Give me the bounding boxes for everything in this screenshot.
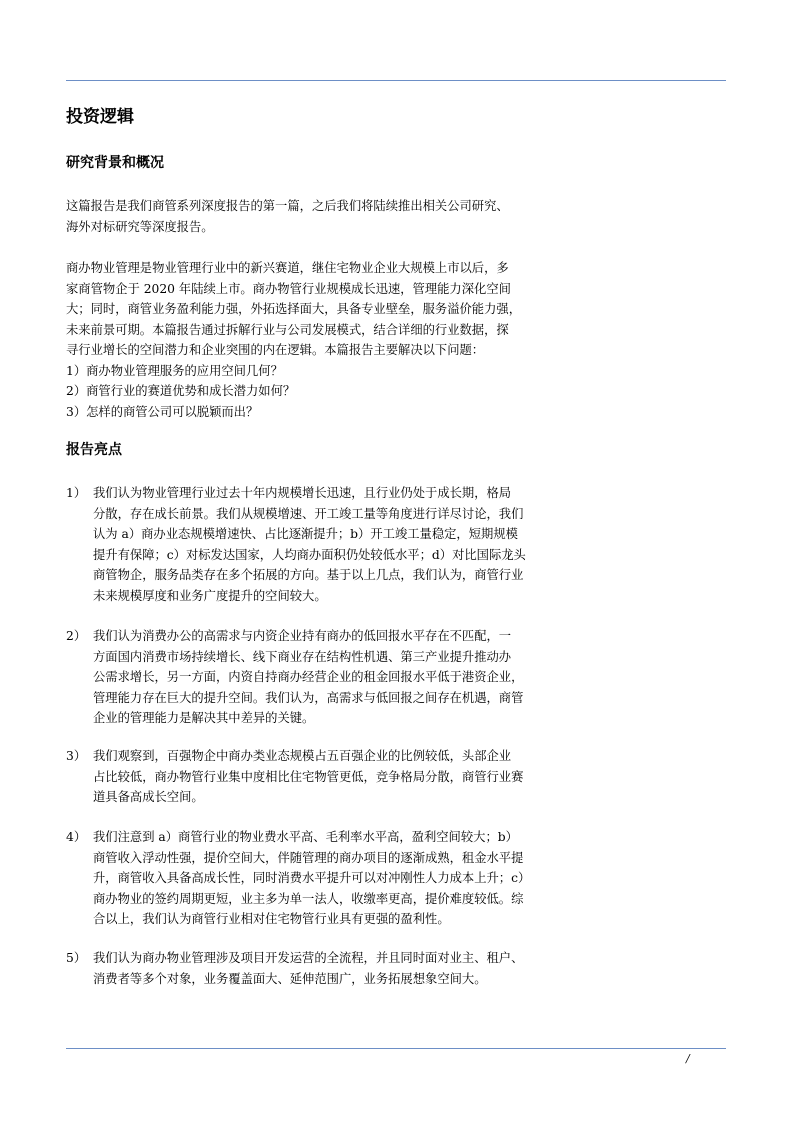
- item-number: 5）: [66, 951, 87, 965]
- paragraph-overview: [66, 258, 580, 422]
- text-line: 商办物业的签约周期更短，业主多为单一法人，收缴率更高，提价难度较低。综: [93, 891, 524, 906]
- header-rule: [66, 80, 726, 81]
- text-line: 公需求增长，另一方面，内资自持商办经营企业的租金回报水平低于港资企业，: [93, 670, 524, 684]
- text-line: 提升有保障；c）对标发达国家，人均商办面积仍处较低水平；d）对比国际龙头: [93, 547, 526, 562]
- text-line: 商管物企，服务品类存在多个拓展的方向。基于以上几点，我们认为，商管行业: [93, 568, 524, 582]
- text-line: 管理能力存在巨大的提升空间。我们认为，高需求与低回报之间存在机遇，商管: [93, 690, 524, 705]
- text-line: 分散，存在成长前景。我们从规模增速、开工竣工量等角度进行详尽讨论，我们: [93, 506, 524, 521]
- section-heading-highlights: 报告亮点: [66, 442, 122, 458]
- question-line: 3）怎样的商管公司可以脱颖而出？: [66, 404, 259, 419]
- text-line: 道具备高成长空间。: [93, 790, 204, 804]
- text-line: 未来前景可期。本篇报告通过拆解行业与公司发展模式，结合详细的行业数据，探: [66, 322, 509, 337]
- text-line: 方面国内消费市场持续增长、线下商业存在结构性机遇、第三产业提升推动办: [93, 649, 512, 664]
- text-line: 海外对标研究等深度报告。: [66, 219, 214, 234]
- text-line: 我们认为物业管理行业过去十年内规模增长迅速，且行业仍处于成长期，格局: [93, 486, 512, 500]
- text-line: 未来规模厚度和业务广度提升的空间较大。: [93, 588, 327, 603]
- text-line: 家商管物企于 2020 年陆续上市。商办物管行业规模成长迅速，管理能力深化空间: [66, 281, 511, 296]
- text-line: 我们认为消费办公的高需求与内资企业持有商办的低回报水平存在不匹配，一: [93, 629, 512, 643]
- item-number: 1）: [66, 486, 87, 500]
- text-line: 商办物业管理是物业管理行业中的新兴赛道，继住宅物业企业大规模上市以后，多: [66, 261, 509, 275]
- item-number: 2）: [66, 629, 87, 643]
- text-line: 我们观察到，百强物企中商办类业态规模占五百强企业的比例较低，头部企业: [93, 749, 512, 763]
- text-line: 合以上，我们认为商管行业相对住宅物管行业具有更强的盈利性。: [93, 912, 450, 926]
- text-line: 我们注意到 a）商管行业的物业费水平高、毛利率水平高，盈利空间较大；b）: [93, 830, 518, 844]
- text-line: 我们认为商办物业管理涉及项目开发运营的全流程，并且同时面对业主、租户、: [93, 951, 524, 965]
- page-title: 投资逻辑: [66, 107, 134, 127]
- page-number: /: [686, 1052, 690, 1065]
- section-heading-background: 研究背景和概况: [66, 155, 164, 171]
- text-line: 认为 a）商办业态规模增速快、占比逐渐提升；b）开工竣工量稳定，短期规模: [93, 527, 518, 541]
- text-line: 消费者等多个对象，业务覆盖面大、延伸范围广，业务拓展想象空间大。: [93, 971, 487, 986]
- footer-rule: [66, 1048, 726, 1049]
- text-line: 这篇报告是我们商管系列深度报告的第一篇，之后我们将陆续推出相关公司研究、: [66, 199, 509, 213]
- question-line: 2）商管行业的赛道优势和成长潜力如何？: [66, 384, 296, 398]
- text-line: 企业的管理能力是解决其中差异的关键。: [93, 711, 315, 725]
- text-line: 占比较低，商办物管行业集中度相比住宅物管更低，竞争格局分散，商管行业赛: [93, 769, 524, 784]
- question-line: 1）商办物业管理服务的应用空间几何？: [66, 363, 283, 378]
- item-number: 4）: [66, 830, 87, 844]
- text-line: 升，商管收入具备高成长性，同时消费水平提升可以对冲刚性人力成本上升；c）: [93, 871, 531, 885]
- text-line: 商管收入浮动性强，提价空间大，伴随管理的商办项目的逐渐成熟，租金水平提: [93, 850, 524, 865]
- text-line: 寻行业增长的空间潜力和企业突围的内在逻辑。本篇报告主要解决以下问题：: [66, 343, 485, 357]
- item-number: 3）: [66, 749, 87, 763]
- text-line: 大；同时，商管业务盈利能力强，外拓选择面大，具备专业壁垒，服务溢价能力强，: [66, 302, 521, 316]
- paragraph-intro: [66, 196, 580, 237]
